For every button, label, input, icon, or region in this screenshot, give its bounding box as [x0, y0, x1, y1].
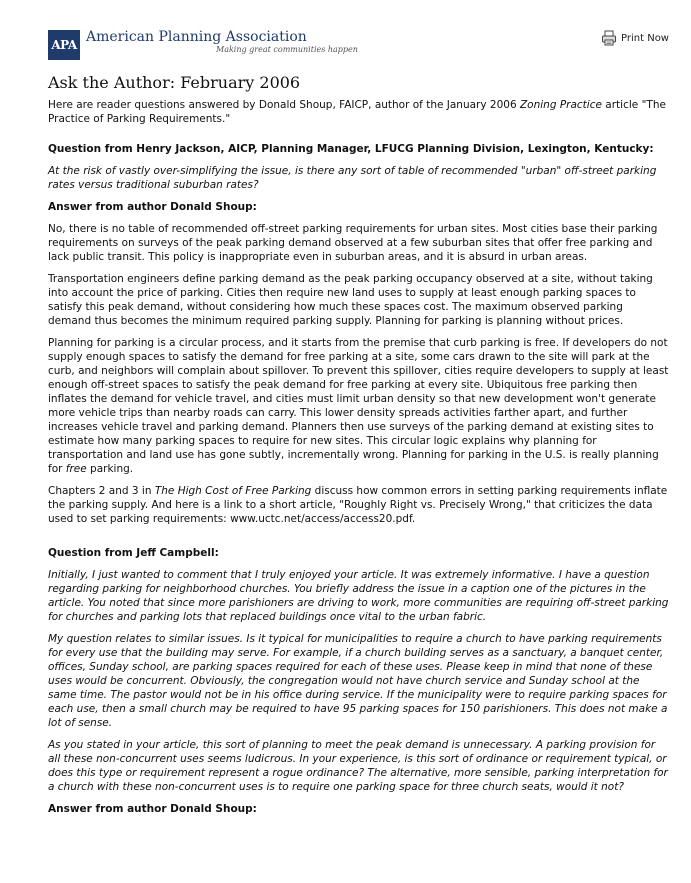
intro-paragraph — [48, 98, 669, 126]
answer-1-heading: Answer from author Donald Shoup: — [48, 201, 257, 213]
print-now-button[interactable] — [601, 30, 669, 46]
answer-1-paragraph-2: Transportation engineers define parking demand as the peak parking occupancy observed at a site, without taking into account the price of parking. Cities then require new land uses to supply at least enough parking spaces to satisfy this peak demand, without considering how much these spaces cost. The maximum observed parking demand thus becomes the minimum required parking supply. Planning for parking is planning without prices. — [48, 273, 653, 327]
paragraph-3-end: parking. — [86, 463, 134, 475]
question-2-paragraph-3: As you stated in your article, this sort of planning to meet the peak demand is unnecessary. A parking provision for all these non-concurrent uses seems ludicrous. In your experience, is this sort of ordinance or requirement typical, or does this type or requirement represent a rogue ordinance? The alternative, more sensible, parking interpretation for a church with these non-concurrent uses is to require one parking space for three church seats, would it not? — [48, 739, 668, 793]
intro-text: Here are reader questions answered by Donald Shoup, FAICP, author of the January 2006 — [48, 99, 520, 111]
paragraph-3-text: Planning for parking is a circular process, and it starts from the premise that curb parking is free. If developers do not supply enough spaces to satisfy the demand for free parking at a site, some cars drawn to the site will park at the curb, and neighbors will complain about spillover. To prevent this spillover, cities require developers to supply at least enough off-street spaces to satisfy the peak demand for free parking at every site. Ubiquitous free parking then inflates the demand for vehicle travel, and cities must limit urban density so that new development won't generate more vehicle trips than nearby roads can carry. This lower density spreads activities farther apart, and further increases vehicle travel and parking demand. Planners then use surveys of the parking demand at existing sites to estimate how many parking spaces to require for new sites. This circular logic explains why planning for transportation and land use has gone subtly, incrementally wrong. Planning for parking in the U.S. is really planning for — [48, 337, 669, 475]
section-gap — [48, 534, 669, 542]
logo-text — [86, 30, 358, 54]
org-tagline: Making great communities happen — [216, 45, 358, 54]
paragraph-4-middle: discuss how common errors in setting parking requirements inflate the parking supply. And here is a link to a short article, "Roughly Right vs. Precisely Wrong," that criticizes the data used to set parking requirements: — [48, 485, 668, 525]
question-2-paragraph-2: My question relates to similar issues. Is it typical for municipalities to require a church to have parking requirements for every use that the building may serve. For example, if a church building serves as a sanctuary, a banquet center, offices, Sunday school, are parking spaces required for each of these uses. Please keep in mind that none of these uses would be concurrent. Obviously, the congregation would not have church service and Sunday school at the same time. The pastor would not be in his office during service. If the municipality were to require parking spaces for each use, then a small church may be required to have 95 parking spaces for 150 parishioners. This does not make a lot of sense. — [48, 633, 668, 729]
print-now-label: Print Now — [621, 32, 669, 44]
intro-text-end: article "The Practice of Parking Requirements." — [48, 99, 666, 125]
emphasis-free: free — [65, 463, 87, 475]
access20-pdf-link[interactable]: www.uctc.net/access/access20.pdf — [230, 513, 412, 525]
answer-1-paragraph-3 — [48, 336, 669, 476]
printer-icon — [601, 30, 617, 46]
question-1-text: At the risk of vastly over-simplifying the issue, is there any sort of table of recommended "urban" off-street parking rates versus traditional suburban rates? — [48, 165, 657, 191]
answer-1-paragraph-4 — [48, 484, 669, 526]
paragraph-4-end: . — [411, 513, 416, 525]
question-2-paragraph-1: Initially, I just wanted to comment that I truly enjoyed your article. It was extremely informative. I have a question regarding parking for neighborhood churches. You briefly address the issue in a caption one of the pictures in the article. You noted that since more parishioners are driving to work, more communities are requiring off-street parking for churches and parking lots that replaced buildings once vital to the urban fabric. — [48, 569, 669, 623]
answer-2-heading: Answer from author Donald Shoup: — [48, 803, 257, 815]
publication-name: Zoning Practice — [519, 99, 602, 111]
page-title: Ask the Author: February 2006 — [48, 73, 301, 92]
header — [48, 0, 669, 62]
paragraph-4-text: Chapters 2 and 3 in — [48, 485, 155, 497]
org-name: American Planning Association — [86, 29, 307, 45]
question-2-heading: Question from Jeff Campbell: — [48, 547, 219, 559]
apa-logo-mark: APA — [48, 30, 80, 60]
question-1-heading: Question from Henry Jackson, AICP, Planning Manager, LFUCG Planning Division, Lexington, Kentucky: — [48, 143, 654, 155]
apa-logo[interactable] — [48, 30, 358, 60]
book-title: The High Cost of Free Parking — [154, 485, 312, 497]
answer-1-paragraph-1: No, there is no table of recommended off-street parking requirements for urban sites. Most cities base their parking requirements on surveys of the peak parking demand observed at a few suburban sites that offer free parking and lack public transit. This policy is inappropriate even in suburban areas, and it is absurd in urban areas. — [48, 223, 658, 263]
